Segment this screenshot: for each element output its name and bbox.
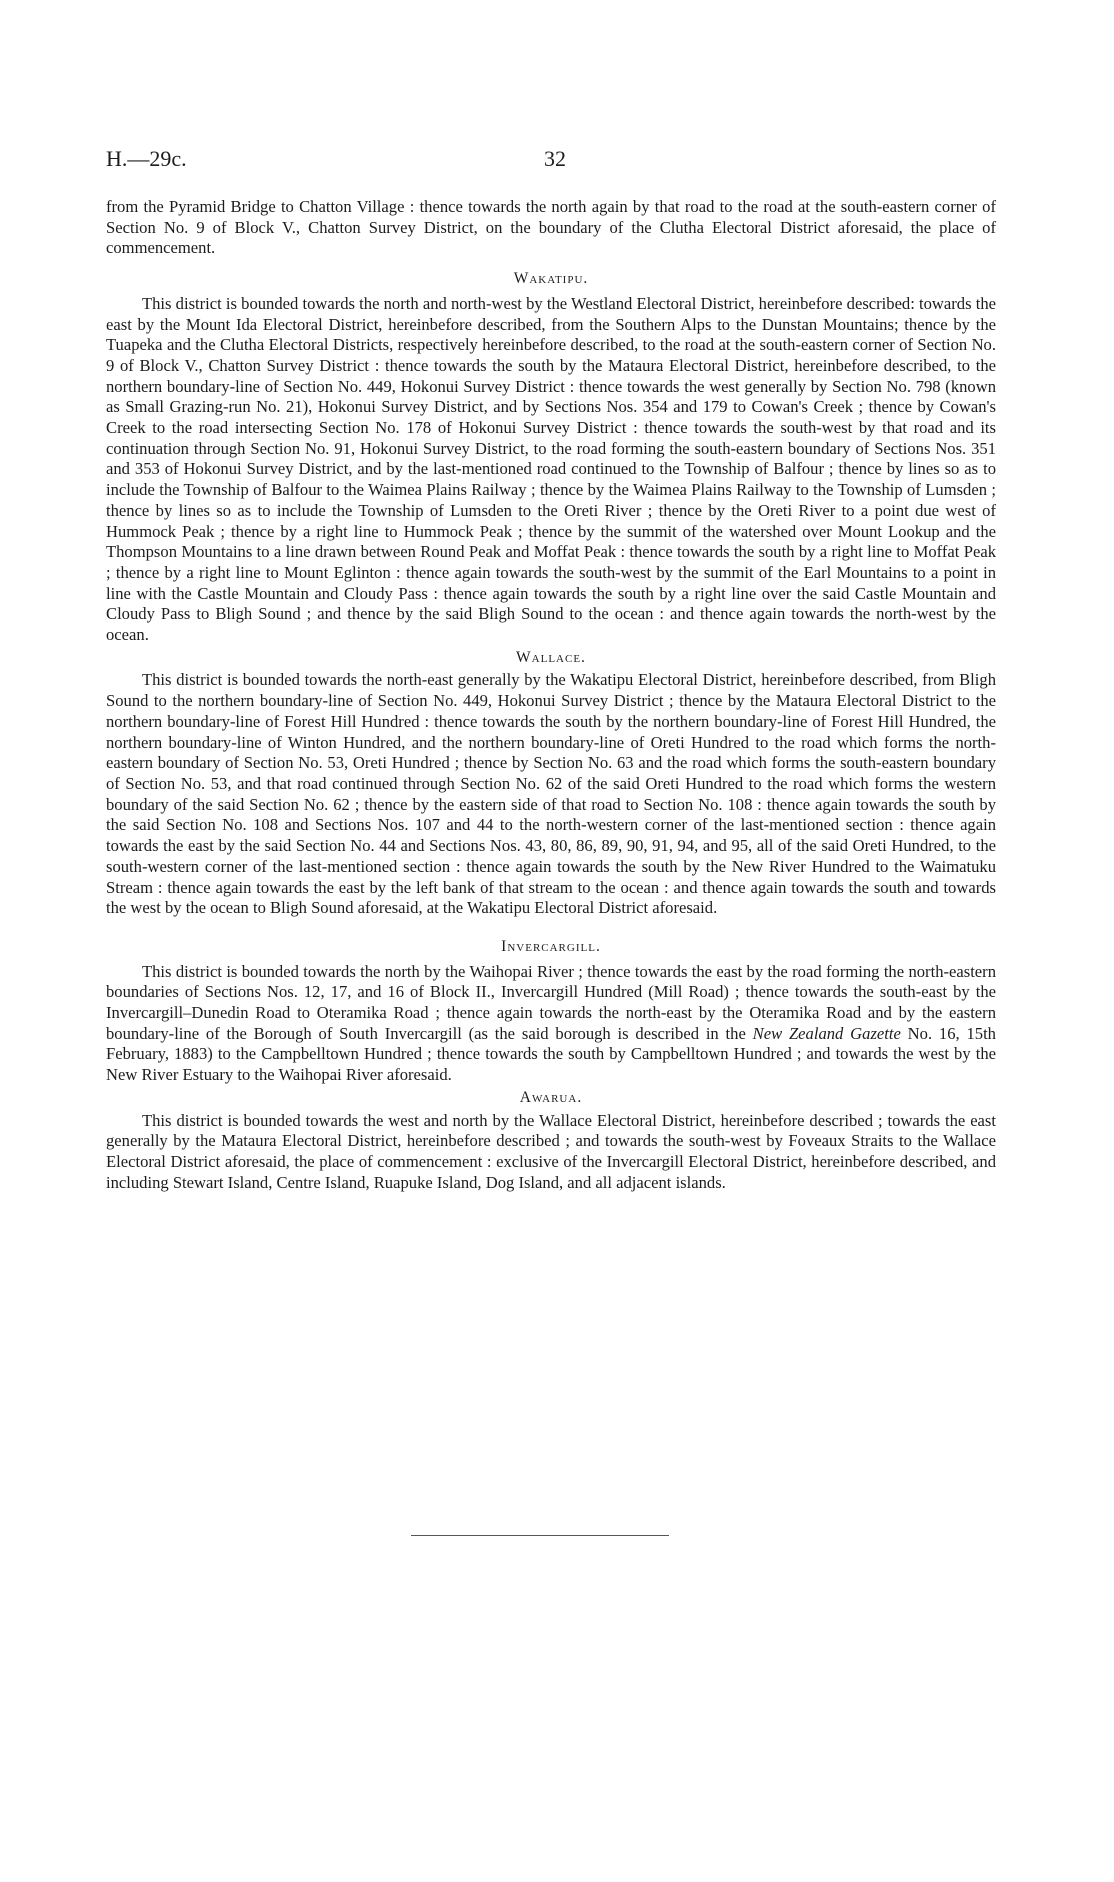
invercargill-text-part-2: No. 16, 15th February, 1883) to the Campbelltown Hundred ; thence towards the south by Campbelltown Hundred ; and towards the west by the New River Estuary to the Waihopai River aforesaid. (106, 1023, 996, 1085)
section-heading-awarua: Awarua. (519, 1088, 583, 1106)
section-paragraph-awarua: This district is bounded towards the west and north by the Wallace Electoral District, hereinbefore described ; towards the east generally by the Mataura Electoral District, hereinbefore described ; and towards the south-west by Foveaux Straits to the Wallace Electoral District aforesaid, the place of commencement : exclusive of the Invercargill Electoral District, hereinbefore described, and including Stewart Island, Centre Island, Ruapuke Island, Dog Island, and all adjacent islands. (106, 1110, 996, 1192)
section-heading-wakatipu: Wakatipu. (513, 270, 589, 288)
section-heading-invercargill: Invercargill. (501, 937, 601, 955)
section-paragraph-wakatipu: This district is bounded towards the north and north-west by the Westland Electoral District, hereinbefore described: towards the east by the Mount Ida Electoral District, hereinbefore described, from the Southern Alps to the Dunstan Mountains; thence by the Tuapeka and the Clutha Electoral Districts, respectively hereinbefore described, to the road at the south-eastern corner of Section No. 9 of Block V., Chatton Survey District : thence towards the south by the Mataura Electoral District, hereinbefore described, to the northern boundary-line of Section No. 449, Hokonui Survey District : thence towards the west generally by Section No. 798 (known as Small Grazing-run No. 21), Hokonui Survey District, and by Sections Nos. 354 and 179 to Cowan's Creek ; thence by Cowan's Creek to the road intersecting Section No. 178 of Hokonui Survey District : thence towards the south-west by that road and its continuation through Section No. 91, Hokonui Survey District, to the road forming the south-eastern boundary of Sections Nos. 351 and 353 of Hokonui Survey District, and by the last-mentioned road continued to the Township of Balfour ; thence by lines so as to include the Township of Balfour to the Waimea Plains Railway ; thence by the Waimea Plains Railway to the Township of Lumsden ; thence by lines so as to include the Township of Lumsden to the Oreti River ; thence by the Oreti River to a point due west of Hummock Peak ; thence by a right line to Hummock Peak ; thence by the summit of the watershed over Mount Lookup and the Thompson Mountains to a line drawn between Round Peak and Moffat Peak : thence towards the south by a right line to Moffat Peak ; thence by a right line to Mount Eglinton : thence again towards the south-west by the summit of the Earl Mountains to a point in line with the Castle Mountain and Cloudy Pass : thence again towards the south by a right line over the said Castle Mountain and Cloudy Pass to Bligh Sound ; and thence by the said Bligh Sound to the ocean : and thence again towards the north-west by the ocean. (106, 293, 996, 645)
gazette-title: New Zealand Gazette (752, 1023, 901, 1043)
section-heading-wallace: Wallace. (516, 648, 586, 666)
page-number: 32 (544, 146, 566, 171)
page-header (106, 146, 996, 176)
document-reference: H.—29c. (106, 146, 187, 171)
invercargill-text-part-1: This district is bounded towards the north by the Waihopai River ; thence towards the east by the road forming the north-eastern boundaries of Sections Nos. 12, 17, and 16 of Block II., Invercargill Hundred (Mill Road) ; thence towards the south-east by the Invercargill–Dunedin Road to Oteramika Road ; thence again towards the north-east by the Oteramika Road and by the eastern boundary-line of the Borough of South Invercargill (as the said borough is described in the (106, 961, 996, 1043)
closing-rule-divider (411, 1535, 669, 1536)
opening-paragraph: from the Pyramid Bridge to Chatton Village : thence towards the north again by that road to the road at the south-eastern corner of Section No. 9 of Block V., Chatton Survey District, on the boundary of the Clutha Electoral District aforesaid, the place of commencement. (106, 197, 996, 258)
document-body (106, 197, 996, 1193)
section-paragraph-invercargill (106, 962, 996, 1086)
section-paragraph-wallace: This district is bounded towards the north-east generally by the Wakatipu Electoral District, hereinbefore described, from Bligh Sound to the northern boundary-line of Section No. 449, Hokonui Survey District ; thence by the Mataura Electoral District to the northern boundary-line of Forest Hill Hundred : thence towards the south by the northern boundary-line of Forest Hill Hundred, the northern boundary-line of Winton Hundred, and the northern boundary-line of Oreti Hundred to the road which forms the north-eastern boundary of Section No. 53, Oreti Hundred ; thence by Section No. 63 and the road which forms the south-eastern boundary of Section No. 53, and that road continued through Section No. 62 of the said Oreti Hundred to the road which forms the western boundary of the said Section No. 62 ; thence by the eastern side of that road to Section No. 108 : thence again towards the south by the said Section No. 108 and Sections Nos. 107 and 44 to the north-western corner of the last-mentioned section : thence again towards the east by the said Section No. 44 and Sections Nos. 43, 80, 86, 89, 90, 91, 94, and 95, all of the said Oreti Hundred, to the south-western corner of the last-mentioned section : thence again towards the south by the New River Hundred to the Waimatuku Stream : thence again towards the east by the left bank of that stream to the ocean : and thence again towards the south and towards the west by the ocean to Bligh Sound aforesaid, at the Wakatipu Electoral District aforesaid. (106, 670, 996, 918)
